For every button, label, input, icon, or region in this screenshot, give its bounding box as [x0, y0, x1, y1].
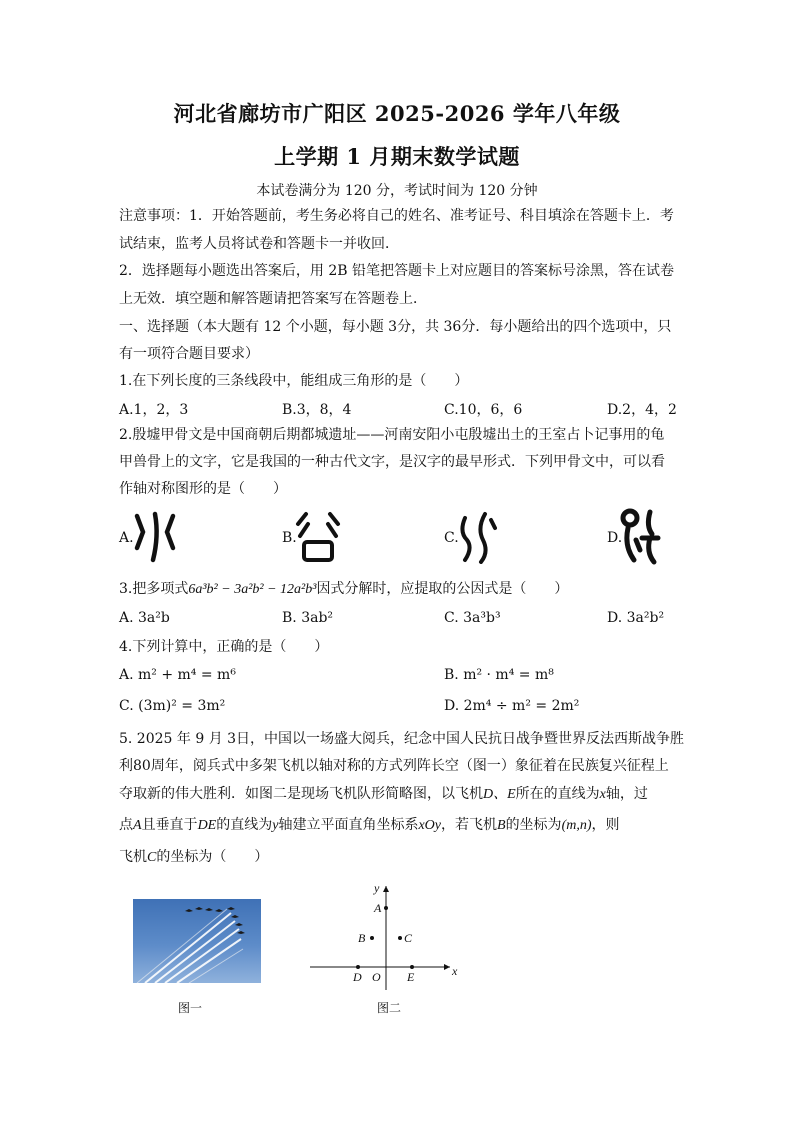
q5-l4-c: 且垂直于: [141, 817, 198, 833]
q3-stem: [119, 580, 679, 599]
q1-stem: 1.在下列长度的三条线段中，能组成三角形的是（ ）: [119, 373, 469, 389]
q5-line-3-mid: 所在的直线为: [515, 786, 600, 802]
q3-stem-start: 3.把多项式: [119, 581, 189, 597]
q5-l4-k: 的坐标为: [505, 817, 562, 833]
q2-line-3: 作轴对称图形的是（ ）: [119, 481, 287, 497]
q5-l4-j: B: [497, 818, 506, 833]
q3-option-c: C. 3a³b³: [444, 610, 501, 626]
smoke-trails-icon: [133, 899, 261, 983]
notice-1-line-b: 试结束，监考人员将试卷和答题卡一并收回．: [119, 236, 399, 252]
q3-option-b: B. 3ab²: [282, 610, 334, 626]
q5-l4-i: ，若飞机: [441, 817, 497, 833]
q5-line-3-text: 夺取新的伟大胜利．如图二是现场飞机队形简略图，以飞机: [119, 786, 483, 802]
oracle-glyph-a-icon: [133, 510, 177, 564]
q3-stem-end: 因式分解时，应提取的公因式是（ ）: [316, 581, 569, 597]
q1-option-a: A.1，2，3: [119, 402, 189, 418]
q5-l4-l: (m,n): [561, 818, 592, 833]
q1-option-d: D.2，4，2: [607, 402, 677, 418]
q5-line-5: [119, 848, 679, 867]
coordinate-diagram: [306, 878, 466, 994]
q5-line-1: 5. 2025 年 9 月 3日，中国以一场盛大阅兵，纪念中国人民抗日战争暨世界反法西斯战争胜: [119, 731, 685, 747]
q2-option-a-label: A.: [119, 530, 134, 546]
notice-1-line-a: 注意事项：1．开始答题前，考生务必将自己的姓名、准考证号、科目填涂在答题卡上．考: [119, 208, 674, 224]
q2-option-b-label: B.: [282, 530, 297, 546]
q5-l5-a: 飞机: [119, 849, 147, 865]
q4-option-d: D. 2m⁴ ÷ m² = 2m²: [444, 698, 580, 714]
q5-line-4: [119, 816, 679, 835]
q5-line-2: 利80周年，阅兵式中多架飞机以轴对称的方式列阵长空（图一）象征着在民族复兴征程上: [119, 758, 669, 774]
q5-line-3: [119, 785, 679, 804]
q3-option-a: A. 3a²b: [119, 610, 170, 626]
q5-l4-d: DE: [197, 818, 217, 833]
label-a: A: [374, 901, 382, 915]
q5-l4-g: 轴建立平面直角坐标系: [278, 817, 419, 833]
q4-option-b: B. m² · m⁴ = m⁸: [444, 667, 554, 683]
label-c: C: [404, 931, 413, 945]
label-e: E: [407, 970, 415, 984]
q5-l4-a: 点: [119, 817, 133, 833]
aircraft-formation-photo: [133, 899, 261, 983]
notice-2-line-b: 上无效．填空题和解答题请把答案写在答题卷上．: [119, 291, 427, 307]
figure-2-caption: 图二: [377, 1001, 402, 1015]
exam-title-line2: 上学期 1 月期末数学试题: [274, 144, 520, 169]
section-heading-line-b: 有一项符合题目要求）: [119, 346, 259, 362]
q5-l5-b: C: [147, 850, 157, 865]
q1-option-b: B.3，8，4: [282, 402, 352, 418]
exam-title-line1: 河北省廊坊市广阳区 2025-2026 学年八年级: [173, 101, 621, 126]
q5-x-var: x: [599, 787, 606, 802]
label-d: D: [353, 970, 362, 984]
oracle-glyph-d-icon: [620, 506, 664, 566]
q2-option-d-label: D.: [607, 530, 623, 546]
q5-l4-m: ，则: [591, 817, 620, 833]
q2-option-c-label: C.: [444, 530, 459, 546]
y-axis-label: y: [374, 881, 380, 895]
q4-stem: 4.下列计算中，正确的是（ ）: [119, 639, 329, 655]
point-b: [370, 936, 374, 940]
oracle-glyph-c-icon: [457, 510, 497, 564]
q5-line-3-end: 轴，过: [605, 786, 648, 802]
q5-l4-e: 的直线为: [216, 817, 273, 833]
q4-option-c: C. (3m)² = 3m²: [119, 698, 226, 714]
q5-l4-f: y: [272, 818, 279, 833]
q3-option-d: D. 3a²b²: [607, 610, 665, 626]
oracle-glyph-b-icon: [294, 510, 342, 564]
label-o: O: [372, 970, 381, 984]
q1-option-c: C.10，6，6: [444, 402, 523, 418]
point-c: [398, 936, 402, 940]
q2-line-2: 甲兽骨上的文字，它是我国的一种古代文字，是汉字的最早形式．下列甲骨文中，可以看: [119, 454, 665, 470]
q2-line-1: 2.殷墟甲骨文是中国商朝后期都城遗址——河南安阳小屯殷墟出土的王室占卜记事用的龟: [119, 427, 665, 443]
point-d: [356, 965, 360, 969]
section-heading-line-a: 一、选择题（本大题有 12 个小题，每小题 3分，共 36分．每小题给出的四个选项中，只: [119, 319, 672, 335]
q4-option-a: A. m² + m⁴ = m⁶: [119, 667, 236, 683]
q3-polynomial: 6a³b² − 3a²b² − 12a²b³: [188, 582, 317, 597]
exam-subtitle: 本试卷满分为 120 分，考试时间为 120 分钟: [256, 183, 538, 199]
figure-1-caption: 图一: [178, 1001, 203, 1015]
point-e: [410, 965, 414, 969]
label-b: B: [358, 931, 366, 945]
q5-l4-b: A: [133, 818, 142, 833]
q5-points-de: D、E: [483, 787, 516, 802]
point-a: [384, 906, 388, 910]
x-axis-label: x: [452, 964, 458, 978]
q5-l4-h: xOy: [418, 818, 441, 833]
notice-2-line-a: 2．选择题每小题选出答案后，用 2B 铅笔把答题卡上对应题目的答案标号涂黑，答在试卷: [119, 263, 675, 279]
q5-l5-c: 的坐标为（ ）: [156, 849, 269, 865]
